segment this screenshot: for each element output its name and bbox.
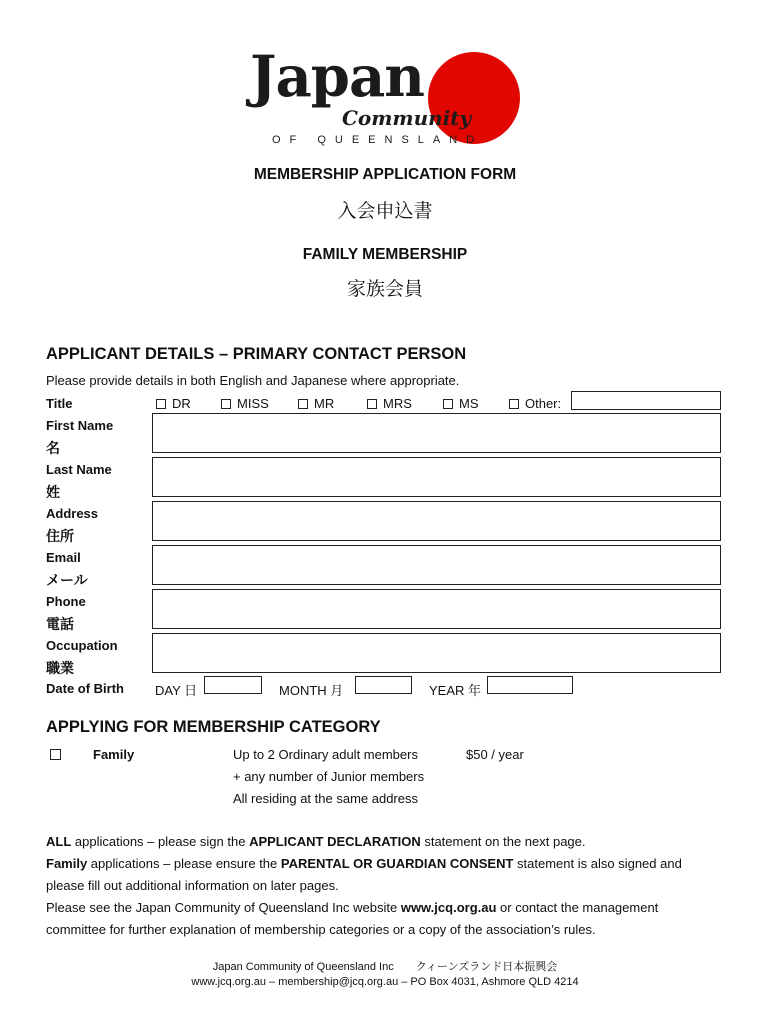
category-desc-line-3: All residing at the same address (233, 791, 418, 806)
rising-sun-logo-mark (428, 52, 520, 144)
dob-year-input[interactable] (487, 676, 573, 694)
dob-day-input[interactable] (204, 676, 262, 694)
last-name-field[interactable] (152, 457, 721, 497)
phone-label-jp: 電話 (46, 616, 74, 632)
form-title: MEMBERSHIP APPLICATION FORM (253, 166, 517, 183)
dob-month-label: MONTH 月 (279, 683, 344, 698)
email-field[interactable] (152, 545, 721, 585)
dob-label: Date of Birth (46, 681, 124, 696)
logo-wordmark-japan: Japan (250, 44, 424, 110)
first-name-label-jp: 名 (46, 440, 60, 456)
note-line-1: ALL applications – please sign the APPLICANT DECLARATION statement on the next page. (46, 834, 586, 849)
category-desc-line-1: Up to 2 Ordinary adult members (233, 747, 418, 762)
title-option-miss[interactable]: MISS (221, 396, 269, 411)
note-line-3: please fill out additional information on later pages. (46, 878, 339, 893)
checkbox-icon[interactable] (509, 399, 519, 409)
note-line-4: Please see the Japan Community of Queensland Inc website www.jcq.org.au or contact the management (46, 900, 659, 915)
dob-day-label: DAY 日 (155, 683, 198, 698)
applicant-section-heading: APPLICANT DETAILS – PRIMARY CONTACT PERSON (46, 345, 467, 363)
checkbox-icon[interactable] (367, 399, 377, 409)
address-label-jp: 住所 (46, 528, 74, 544)
title-label: Title (46, 396, 73, 411)
first-name-label: First Name (46, 418, 114, 433)
address-field[interactable] (152, 501, 721, 541)
checkbox-icon[interactable] (221, 399, 231, 409)
title-option-ms[interactable]: MS (443, 396, 479, 411)
title-option-other[interactable]: Other: (509, 396, 561, 411)
first-name-field[interactable] (152, 413, 721, 453)
last-name-label-jp: 姓 (46, 484, 60, 500)
email-label-jp: メール (46, 572, 88, 588)
footer-org-name: Japan Community of Queensland Inc クィーンズランド日本振興会 (212, 961, 558, 973)
last-name-label: Last Name (46, 462, 112, 477)
title-option-mrs[interactable]: MRS (367, 396, 412, 411)
email-label: Email (46, 550, 81, 565)
checkbox-icon[interactable] (443, 399, 453, 409)
website-link[interactable]: www.jcq.org.au (400, 900, 497, 915)
category-desc-line-2: + any number of Junior members (233, 769, 425, 784)
membership-type-title: FAMILY MEMBERSHIP (302, 246, 468, 263)
checkbox-icon[interactable] (156, 399, 166, 409)
dob-year-label: YEAR 年 (429, 683, 482, 698)
phone-field[interactable] (152, 589, 721, 629)
checkbox-icon[interactable] (298, 399, 308, 409)
footer-contact: www.jcq.org.au – membership@jcq.org.au – PO Box 4031, Ashmore QLD 4214 (191, 976, 579, 988)
logo-wordmark-region: OF QUEENSLAND (272, 134, 484, 146)
title-other-input[interactable] (571, 391, 721, 410)
occupation-label-jp: 職業 (46, 660, 74, 676)
family-category-checkbox[interactable] (50, 749, 61, 760)
category-section-heading: APPLYING FOR MEMBERSHIP CATEGORY (46, 718, 381, 736)
title-option-mr[interactable]: MR (298, 396, 334, 411)
phone-label: Phone (46, 594, 86, 609)
applicant-instruction: Please provide details in both English and Japanese where appropriate. (46, 373, 460, 388)
note-line-2: Family applications – please ensure the PARENTAL OR GUARDIAN CONSENT statement is also signed and (46, 856, 682, 871)
address-label: Address (46, 506, 99, 521)
occupation-field[interactable] (152, 633, 721, 673)
dob-month-input[interactable] (355, 676, 412, 694)
membership-type-title-jp: 家族会員 (346, 279, 423, 300)
jcq-logo (250, 44, 522, 152)
form-title-jp: 入会申込書 (337, 201, 433, 222)
note-line-5: committee for further explanation of membership categories or a copy of the association’s rules. (46, 922, 596, 937)
title-option-dr[interactable]: DR (156, 396, 191, 411)
category-name: Family (93, 747, 135, 762)
category-price: $50 / year (466, 747, 524, 762)
notes-paragraph (46, 831, 736, 941)
occupation-label: Occupation (46, 638, 118, 653)
logo-wordmark-community: Community (342, 106, 472, 130)
